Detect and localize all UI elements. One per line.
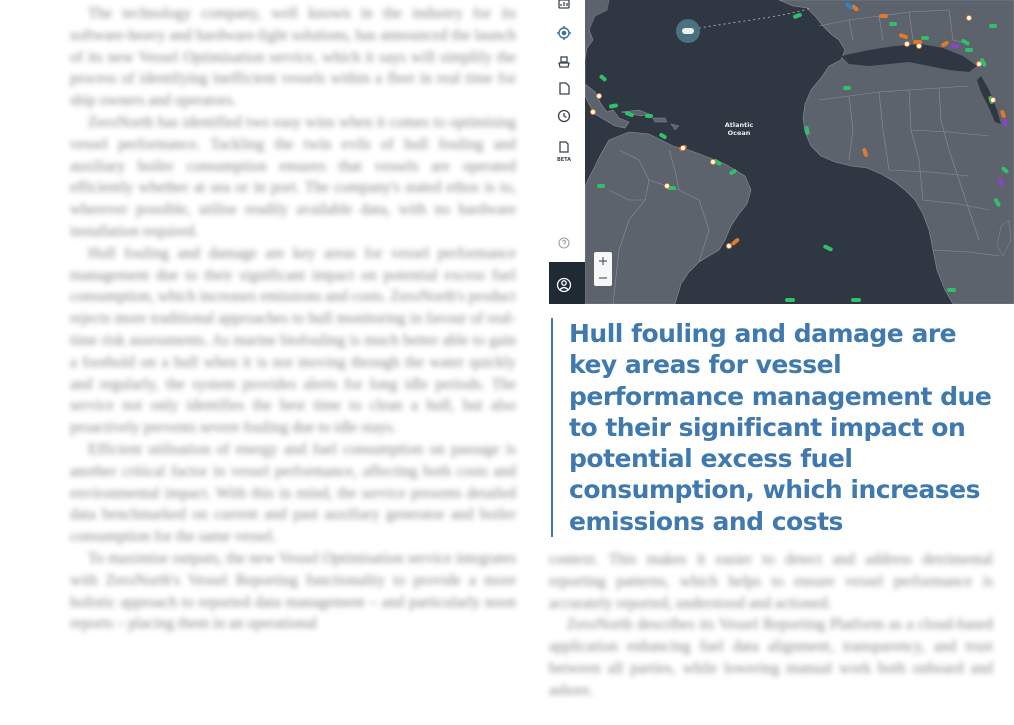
port-marker <box>597 94 602 99</box>
article-right-column <box>549 549 993 702</box>
article-left-column <box>70 3 516 635</box>
ocean-label: Atlantic <box>724 121 754 129</box>
body-paragraph: context. This makes it easier to detect and address detrimental reporting patterns, which helps to ensure vessel performance is accurately reported, understood and actioned. <box>549 551 993 612</box>
zoom-control[interactable] <box>594 252 612 286</box>
body-paragraph: ZeroNorth describes its Vessel Reporting Platform as a cloud-based application enhancing fuel data alignment, transparency, and trust between all parties, while lowering manual work both onboard and ashore. <box>549 616 993 699</box>
vessel-marker <box>889 22 897 26</box>
map-toolbar <box>549 0 585 262</box>
port-marker <box>905 42 910 47</box>
body-paragraph: ZeroNorth has identified two easy wins when it comes to optimising vessel performance. Tackling the twin evils of hull fouling and auxiliary boiler consumption ensures that vessels are operated efficiently whether at sea or in port. The company's stated ethos is to, wherever possible, utilise readily available data, with no hardware installation required. <box>70 113 516 240</box>
vessel-marker <box>913 40 922 44</box>
ocean-label: Ocean <box>727 129 751 137</box>
vessel-map-figure <box>549 0 1014 304</box>
vessel-marker <box>645 114 653 118</box>
body-paragraph: Efficient utilisation of energy and fuel consumption on passage is another critical factor in vessel performance, affecting both costs and environmental impact. With this in mind, the service presents detailed data benchmarked on current and past auxiliary generator and boiler consumption for the same vessel. <box>70 440 516 546</box>
vessel-marker <box>921 36 929 40</box>
port-marker <box>681 146 686 151</box>
body-paragraph: To maximise outputs, the new Vessel Optimisation service integrates with ZeroNorth's Vessel Reporting functionality to provide a more holistic approach to reported data management – and particularly noon reports – placing them in an operational <box>70 549 516 633</box>
vessel-marker <box>951 44 959 48</box>
beta-label: BETA <box>556 157 572 163</box>
port-marker <box>591 110 596 115</box>
port-marker <box>917 44 922 49</box>
pull-quote: Hull fouling and damage are key areas for vessel performance management due to their significant impact on potential excess fuel consumption, which increases emissions and costs <box>551 318 1009 537</box>
vessel-marker <box>785 298 795 302</box>
port-marker <box>711 160 716 165</box>
vessel-marker <box>965 48 973 52</box>
vessel-marker <box>947 288 956 292</box>
vessel-marker <box>843 86 851 90</box>
body-paragraph: Hull fouling and damage are key areas for vessel performance management due to their significant impact on potential excess fuel consumption, which increases emissions and costs. ZeroNorth's product rejects more traditional approaches to hull monitoring in favour of real-time risk assessments. As marine biofouling is much better able to gain a foothold on a hull when it is not moving through the water quickly and regularly, the system provides alerts for long idle periods. The service not only identifies the best time to clean a hull, but also proactively prevents severe fouling due to idle stays. <box>70 244 516 437</box>
vessel-marker <box>597 184 605 188</box>
vessel-marker <box>851 298 861 302</box>
body-paragraph: The technology company, well known in the industry for its software-heavy and hardware-light solutions, has announced the launch of its new Vessel Optimisation service, which it says will simplify the process of identifying inefficient vessels within a fleet in real time for ship owners and operators. <box>70 5 516 110</box>
port-marker <box>665 184 670 189</box>
map-toolbar-footer <box>549 262 585 304</box>
port-marker <box>967 16 972 21</box>
port-marker <box>977 62 982 67</box>
port-marker <box>991 98 996 103</box>
vessel-marker <box>879 14 888 18</box>
vessel-marker <box>989 24 997 28</box>
port-marker <box>727 244 732 249</box>
